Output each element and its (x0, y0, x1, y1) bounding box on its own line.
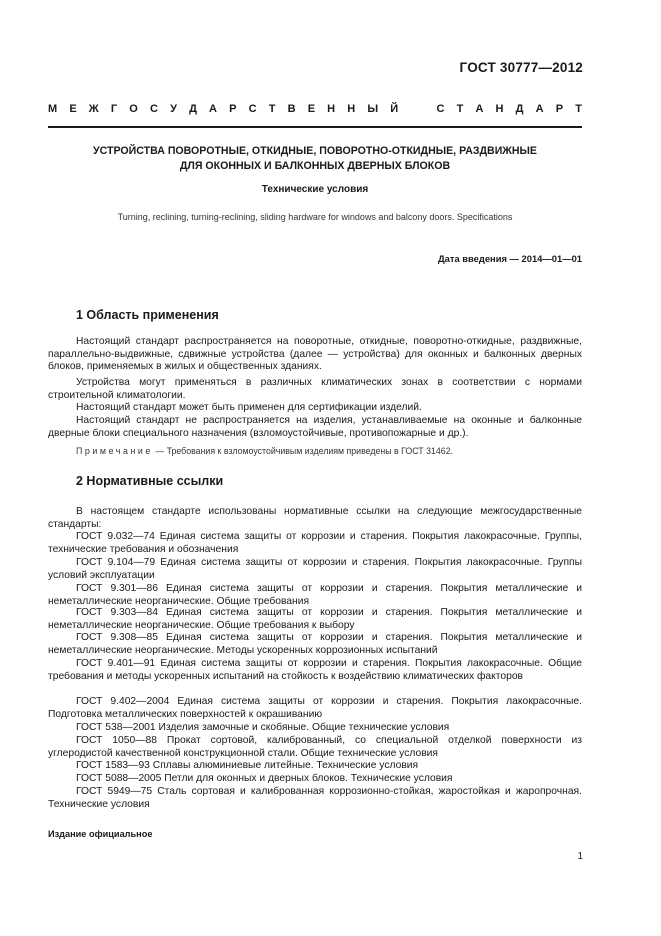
reference-item: ГОСТ 538—2001 Изделия замочные и скобяные. Общие технические условия (76, 722, 450, 733)
banner-letter: Ы (367, 103, 379, 115)
banner-letter: У (170, 103, 177, 115)
banner-letter: Н (347, 103, 356, 115)
banner-letter: М (48, 103, 58, 115)
document-subtitle: Технические условия (261, 184, 369, 195)
banner-letter: О (129, 103, 138, 115)
banner-letter: С (436, 103, 445, 115)
banner-letter: Р (229, 103, 237, 115)
banner-letter: Е (69, 103, 77, 115)
section-1-note (76, 446, 582, 456)
note-label: Примечание (76, 446, 153, 456)
banner-letter: С (149, 103, 158, 115)
reference-item: ГОСТ 1583—93 Сплавы алюминиевые литейные. Технические условия (76, 760, 419, 771)
gost-number: ГОСТ 30777—2012 (459, 60, 583, 75)
reference-item: ГОСТ 9.308—85 Единая система защиты от коррозии и старения. Покрытия металлические и неметаллические неорганические. Методы ускоренных коррозионных испытаний (48, 632, 582, 656)
banner-letter: Н (327, 103, 336, 115)
banner-letter: С (248, 103, 257, 115)
banner-letter: Е (307, 103, 316, 115)
banner-letter: Й (390, 103, 399, 115)
banner-letter: Т (456, 103, 464, 115)
title-line-2: ДЛЯ ОКОННЫХ И БАЛКОННЫХ ДВЕРНЫХ БЛОКОВ (179, 160, 451, 172)
section-2-intro: В настоящем стандарте использованы нормативные ссылки на следующие межгосударственные стандарты: (48, 506, 582, 530)
banner-letter: А (535, 103, 544, 115)
introduction-date: Дата введения — 2014—01—01 (437, 253, 582, 264)
banner-letter: Н (495, 103, 504, 115)
banner-letter: Д (515, 103, 524, 115)
section-1-paragraph: Устройства могут применяться в различных климатических зонах в соответствии с нормами строительной климатологии. (48, 377, 582, 401)
english-title: Turning, reclining, turning-reclining, sliding hardware for windows and balcony doors. Specifications (117, 212, 513, 222)
reference-item: ГОСТ 9.402—2004 Единая система защиты от коррозии и старения. Покрытия лакокрасочные. Подготовка металлических поверхностей к окрашиванию (48, 696, 582, 720)
edition-label: Издание официальное (48, 829, 153, 839)
banner-letter: В (287, 103, 296, 115)
banner-letter: Р (555, 103, 564, 115)
banner-letter: Т (575, 103, 582, 115)
title-line-1: УСТРОЙСТВА ПОВОРОТНЫЕ, ОТКИДНЫЕ, ПОВОРОТНО-ОТКИДНЫЕ, РАЗДВИЖНЫЕ (93, 145, 537, 157)
interstate-standard-banner (48, 103, 582, 115)
page-number: 1 (577, 851, 583, 862)
banner-letter: Г (110, 103, 118, 115)
banner-letter: А (209, 103, 217, 115)
section-1-paragraph: Настоящий стандарт может быть применен для сертификации изделий. (76, 402, 422, 413)
section-2-heading: 2 Нормативные ссылки (76, 474, 224, 488)
banner-letter: Т (268, 103, 276, 115)
section-1-paragraph: Настоящий стандарт распространяется на поворотные, откидные, поворотно-откидные, раздвижные, параллельно-выдвижные, сдвижные устройства (далее — устройства) для оконных и балконных дверных блоков, применяемых в жилых и общественных зданиях. (48, 336, 582, 373)
note-text: — Требования к взломоустойчивым изделиям приведены в ГОСТ 31462. (152, 446, 454, 456)
banner-letter: А (475, 103, 484, 115)
reference-item: ГОСТ 9.032—74 Единая система защиты от коррозии и старения. Покрытия лакокрасочные. Группы, технические требования и обозначения (48, 531, 582, 555)
banner-letter: Ж (88, 103, 99, 115)
banner-letter: Д (189, 103, 197, 115)
document-title (48, 144, 582, 174)
section-1-heading: 1 Область применения (76, 308, 219, 322)
reference-item: ГОСТ 9.401—91 Единая система защиты от коррозии и старения. Покрытия лакокрасочные. Общие требования и методы ускоренных испытаний на стойкость к воздействию климатических факторов (48, 658, 582, 682)
reference-item: ГОСТ 5088—2005 Петли для оконных и дверных блоков. Технические условия (76, 773, 453, 784)
banner-word-gap (410, 103, 424, 115)
reference-item: ГОСТ 9.301—86 Единая система защиты от коррозии и старения. Покрытия металлические и неметаллические неорганические. Общие требования (48, 583, 582, 607)
reference-item: ГОСТ 9.104—79 Единая система защиты от коррозии и старения. Покрытия лакокрасочные. Группы условий эксплуатации (48, 557, 582, 581)
reference-item: ГОСТ 1050—88 Прокат сортовой, калиброванный, со специальной отделкой поверхности из углеродистой качественной конструкционной стали. Общие технические условия (48, 735, 582, 759)
reference-item: ГОСТ 9.303—84 Единая система защиты от коррозии и старения. Покрытия металлические и неметаллические неорганические. Общие требования к выбору (48, 607, 582, 631)
section-1-paragraph: Настоящий стандарт не распространяется на изделия, устанавливаемые на оконные и балконные дверные блоки специального назначения (взломоустойчивые, противопожарные и др.). (48, 415, 582, 439)
header-rule (48, 126, 582, 128)
reference-item: ГОСТ 5949—75 Сталь сортовая и калиброванная коррозионно-стойкая, жаростойкая и жаропрочная. Технические условия (48, 786, 582, 810)
